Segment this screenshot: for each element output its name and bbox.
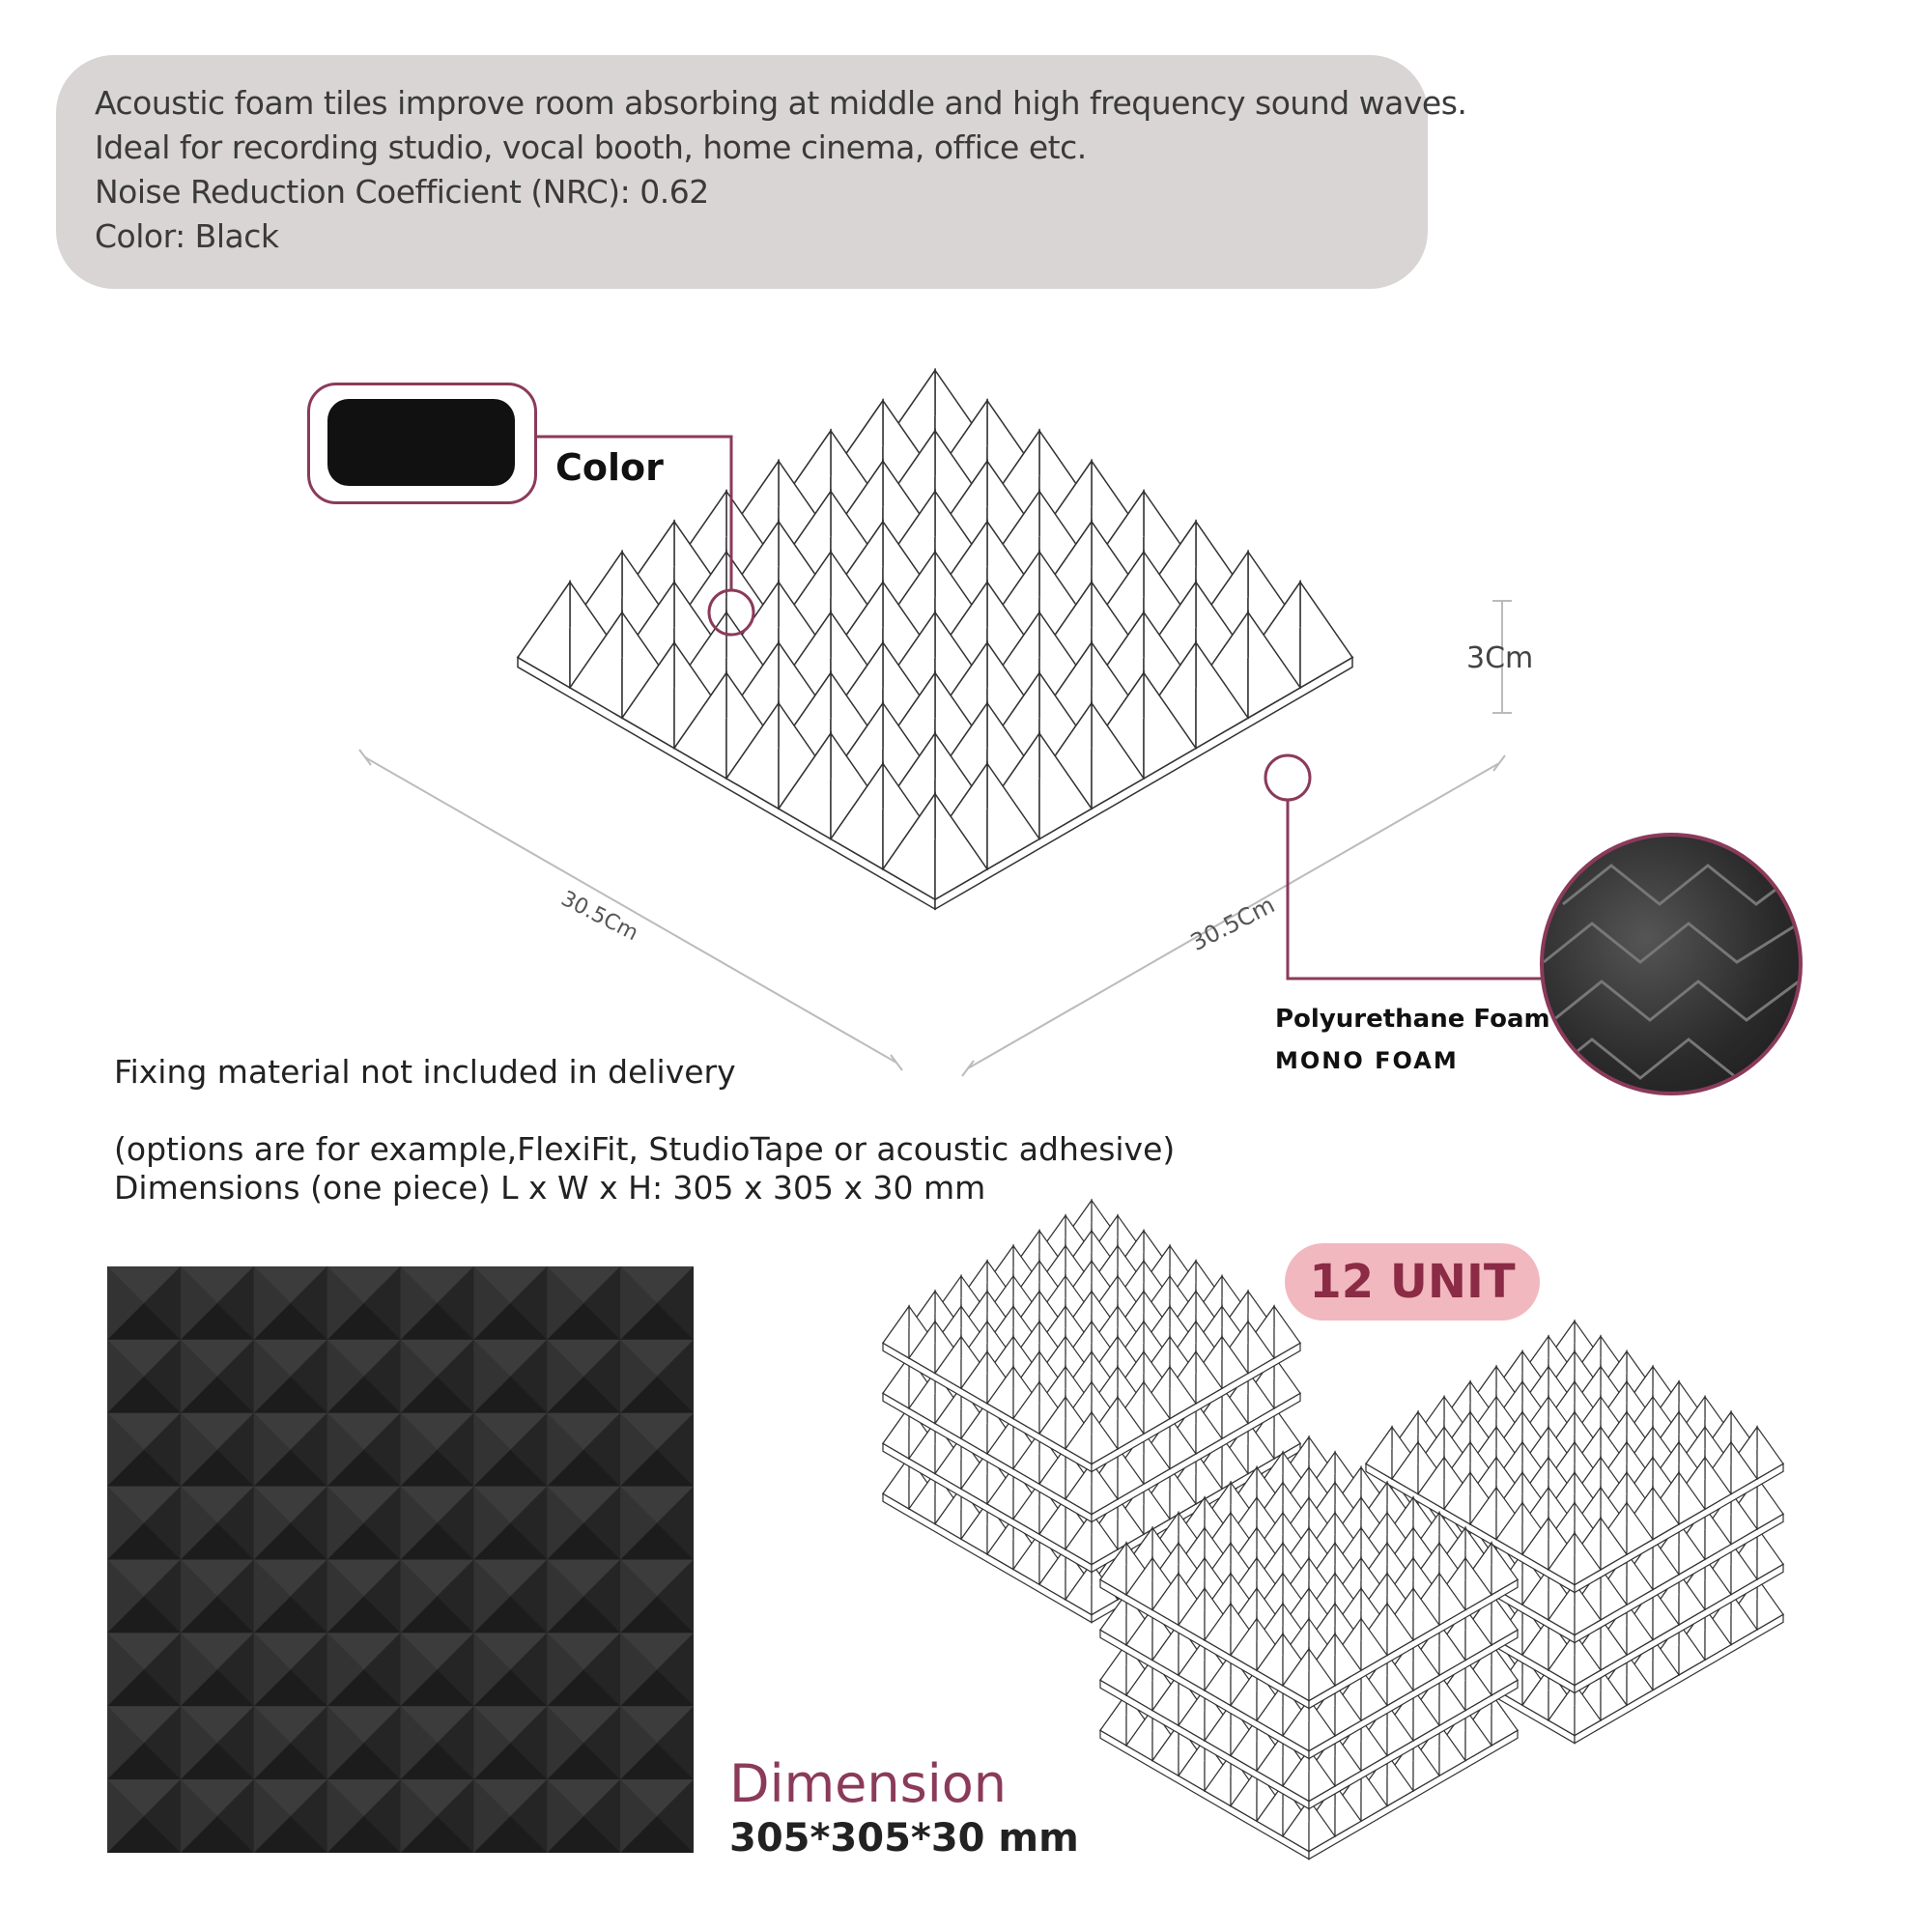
length-label: 30.5Cm xyxy=(556,887,642,947)
dimension-value: 305*305*30 mm xyxy=(729,1816,1079,1861)
black-color-swatch xyxy=(327,399,515,486)
width-label: 30.5Cm xyxy=(1186,891,1280,956)
foam-tile-photo xyxy=(107,1266,694,1853)
unit-count-badge: 12 UNIT xyxy=(1285,1243,1540,1321)
color-label: Color xyxy=(555,446,664,489)
fixing-note: Fixing material not included in delivery xyxy=(114,1053,736,1091)
foam-callout-circle xyxy=(1265,755,1310,800)
info-line-3: Noise Reduction Coefficient (NRC): 0.62 xyxy=(95,173,709,211)
options-note: (options are for example,FlexiFit, StudioTape or acoustic adhesive) xyxy=(114,1130,1176,1168)
dimension-title: Dimension xyxy=(729,1753,1008,1814)
height-label: 3Cm xyxy=(1466,641,1534,675)
dimensions-note: Dimensions (one piece) L x W x H: 305 x 305 x 30 mm xyxy=(114,1169,986,1207)
foam-texture-closeup xyxy=(1540,833,1803,1095)
info-line-4: Color: Black xyxy=(95,217,279,255)
foam-type-label: Polyurethane Foam xyxy=(1275,1005,1550,1034)
color-swatch-frame xyxy=(307,383,537,504)
info-line-1: Acoustic foam tiles improve room absorbing at middle and high frequency sound waves. xyxy=(95,84,1467,122)
info-line-2: Ideal for recording studio, vocal booth, home cinema, office etc. xyxy=(95,128,1087,166)
foam-texture-pattern xyxy=(1544,837,1799,1092)
foam-photo-pattern xyxy=(107,1266,694,1853)
foam-name-label: MONO FOAM xyxy=(1275,1047,1459,1074)
